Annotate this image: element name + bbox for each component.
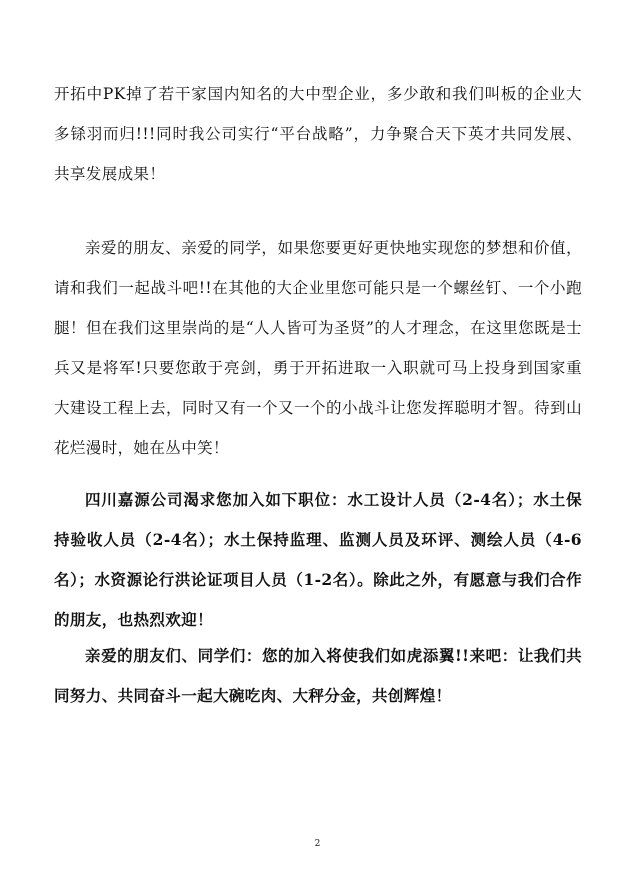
paragraph-closing: 亲爱的朋友们、同学们：您的加入将使我们如虎添翼!!来吧：让我们共同努力、共同奋斗一起大碗吃肉、大秤分金，共创辉煌！	[54, 646, 582, 705]
paragraph-job-positions: 四川嘉源公司渴求您加入如下职位：水工设计人员（2-4名）；水土保持验收人员（2-4名）；水土保持监理、监测人员及环评、测绘人员（4-6名）；水资源论行洪论证项目人员（1-2名）。除此之外，有愿意与我们合作的朋友，也热烈欢迎！	[54, 490, 582, 629]
paragraph-invitation: 亲爱的朋友、亲爱的同学，如果您要更好更快地实现您的梦想和价值，请和我们一起战斗吧!!在其他的大企业里您可能只是一个螺丝钉、一个小跑腿！但在我们这里崇尚的是“人人皆可为圣贤”的人才理念，在这里您既是士兵又是将军!只要您敢于亮剑，勇于开拓进取一入职就可马上投身到国家重大建设工程上去，同时又有一个又一个的小战斗让您发挥聪明才智。待到山花烂漫时，她在丛中笑！	[54, 239, 582, 457]
paragraph-platform-strategy: 开拓中PK掉了若干家国内知名的大中型企业，多少敢和我们叫板的企业大多铩羽而归!!!同时我公司实行“平台战略”，力争聚合天下英才共同发展、共享发展成果！	[54, 85, 582, 183]
page-number: 2	[314, 839, 321, 849]
